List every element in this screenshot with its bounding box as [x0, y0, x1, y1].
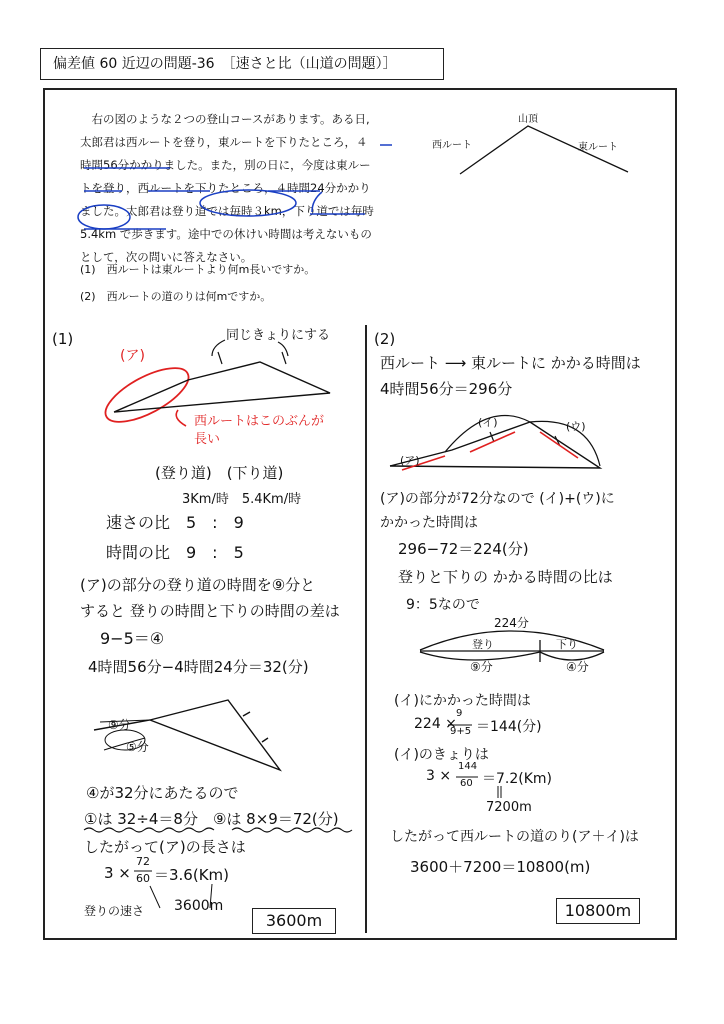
part-a-label: (ア): [120, 348, 145, 364]
time-calc-numerator: 9: [456, 708, 463, 719]
diagram-9-label: ⑨分: [108, 718, 131, 732]
blue-underlines: [78, 145, 392, 229]
answer-1-box: 3600m: [252, 908, 336, 934]
uphill-speed-note: 登りの速さ: [84, 904, 145, 918]
right-line-7: 9：5なので: [406, 597, 480, 613]
figure-summit-label: 山頂: [518, 114, 538, 125]
question-1: (1) 西ルートは東ルートより何m長いですか。: [80, 263, 316, 276]
length-calc-numerator: 72: [136, 855, 150, 868]
problem-line-4: トを登り，西ルートを下りたところ，４時間24分かかり: [80, 181, 371, 195]
distance-calc-prefix: 3 ×: [426, 768, 452, 784]
problem-line-6: 5.4km で歩きます。途中での休けい時間は考えないもの: [80, 227, 372, 241]
problem-line-5: ました。太郎君は登り道では毎時３km，下り道では毎時: [80, 204, 374, 218]
mountain-routes: [460, 126, 628, 174]
right-line-2: 4時間56分＝296分: [380, 380, 513, 398]
diff-calc: 9−5＝④: [100, 629, 165, 648]
bar-up-label: 登り: [472, 638, 494, 651]
question-2: (2) 西ルートの道のりは何mですか。: [80, 290, 272, 303]
part-2-label: (2): [374, 330, 396, 348]
explain-line-2: すると 登りの時間と下りの時間の差は: [80, 602, 340, 620]
right-line-6: 登りと下りの かかる時間の比は: [398, 568, 613, 586]
diagram-i-label: (イ): [478, 416, 498, 429]
explain-line-3: ④が32分にあたるので: [86, 784, 239, 802]
left-small-triangle: [94, 700, 280, 770]
explain-line-5: したがって(ア)の長さは: [84, 838, 246, 856]
same-distance-note: 同じきょりにする: [226, 328, 331, 343]
time-calc-denominator: 9+5: [450, 726, 472, 737]
distance-calc-numerator: 144: [458, 761, 478, 772]
problem-line-1: 右の図のような２つの登山コースがあります。ある日,: [80, 112, 370, 126]
bar-9-label: ⑨分: [470, 660, 493, 674]
right-line-10: (イ)のきょりは: [394, 747, 489, 763]
answer-2-box: 10800m: [556, 898, 640, 924]
red-note-line-2: 長い: [194, 432, 221, 447]
length-calc-prefix: 3 ×: [104, 864, 131, 882]
speeds: 3Km/時 5.4Km/時: [182, 492, 302, 507]
bar-4-label: ④分: [566, 660, 589, 674]
route-headers: (登り道) (下り道): [155, 464, 284, 482]
right-line-13: したがって西ルートの道のり(ア＋イ)は: [390, 829, 639, 845]
speed-ratio: 速さの比 5 : 9: [106, 513, 244, 532]
time-diff-calc: 4時間56分−4時間24分＝32(分): [88, 658, 309, 676]
right-line-8: (イ)にかかった時間は: [394, 693, 531, 709]
problem-line-7: として，次の問いに答えなさい。: [80, 250, 253, 264]
right-line-1: 西ルート ⟶ 東ルートに かかる時間は: [380, 354, 641, 372]
time-calc-prefix: 224 ×: [414, 716, 457, 732]
red-note-line-1: 西ルートはこのぶんが: [194, 414, 325, 429]
page-title: 偏差値 60 近辺の問題-36 ［速さと比（山道の問題）］: [40, 48, 444, 80]
figure-west-label: 西ルート: [432, 140, 472, 151]
bar-down-label: 下り: [556, 638, 578, 651]
figure-east-label: 東ルート: [578, 142, 618, 153]
bar-total-label: 224分: [494, 616, 529, 630]
time-calc-result: ＝144(分): [476, 719, 542, 735]
diagram-5-label: ⑤分: [126, 740, 149, 754]
length-calc-result: ＝3.6(Km): [154, 866, 230, 884]
problem-line-3: 時間56分かかりました。また，別の日に，今度は東ルー: [80, 158, 371, 172]
right-line-14: 3600＋7200＝10800(m): [410, 858, 591, 876]
meters-note: 3600m: [174, 898, 224, 914]
explain-line-1: (ア)の部分の登り道の時間を⑨分と: [80, 576, 316, 594]
part-1-label: (1): [52, 330, 74, 348]
diagram-u-label: (ウ): [566, 420, 586, 433]
length-calc-denominator: 60: [136, 872, 150, 885]
distance-calc-denominator: 60: [460, 778, 473, 789]
distance-calc-result: ＝7.2(Km): [482, 771, 553, 787]
explain-line-4: ①は 32÷4＝8分 ⑨は 8×9＝72(分): [84, 810, 339, 828]
problem-line-2: 太郎君は西ルートを登り，東ルートを下りたところ，４: [80, 135, 368, 149]
distance-meters: 7200m: [486, 800, 532, 815]
right-line-3: (ア)の部分が72分なので (イ)+(ウ)に: [380, 491, 615, 507]
diagram-a-label: (ア): [400, 454, 420, 467]
right-line-4: かかった時間は: [380, 515, 478, 531]
time-ratio: 時間の比 9 : 5: [106, 543, 244, 562]
right-line-5: 296−72＝224(分): [398, 540, 529, 558]
